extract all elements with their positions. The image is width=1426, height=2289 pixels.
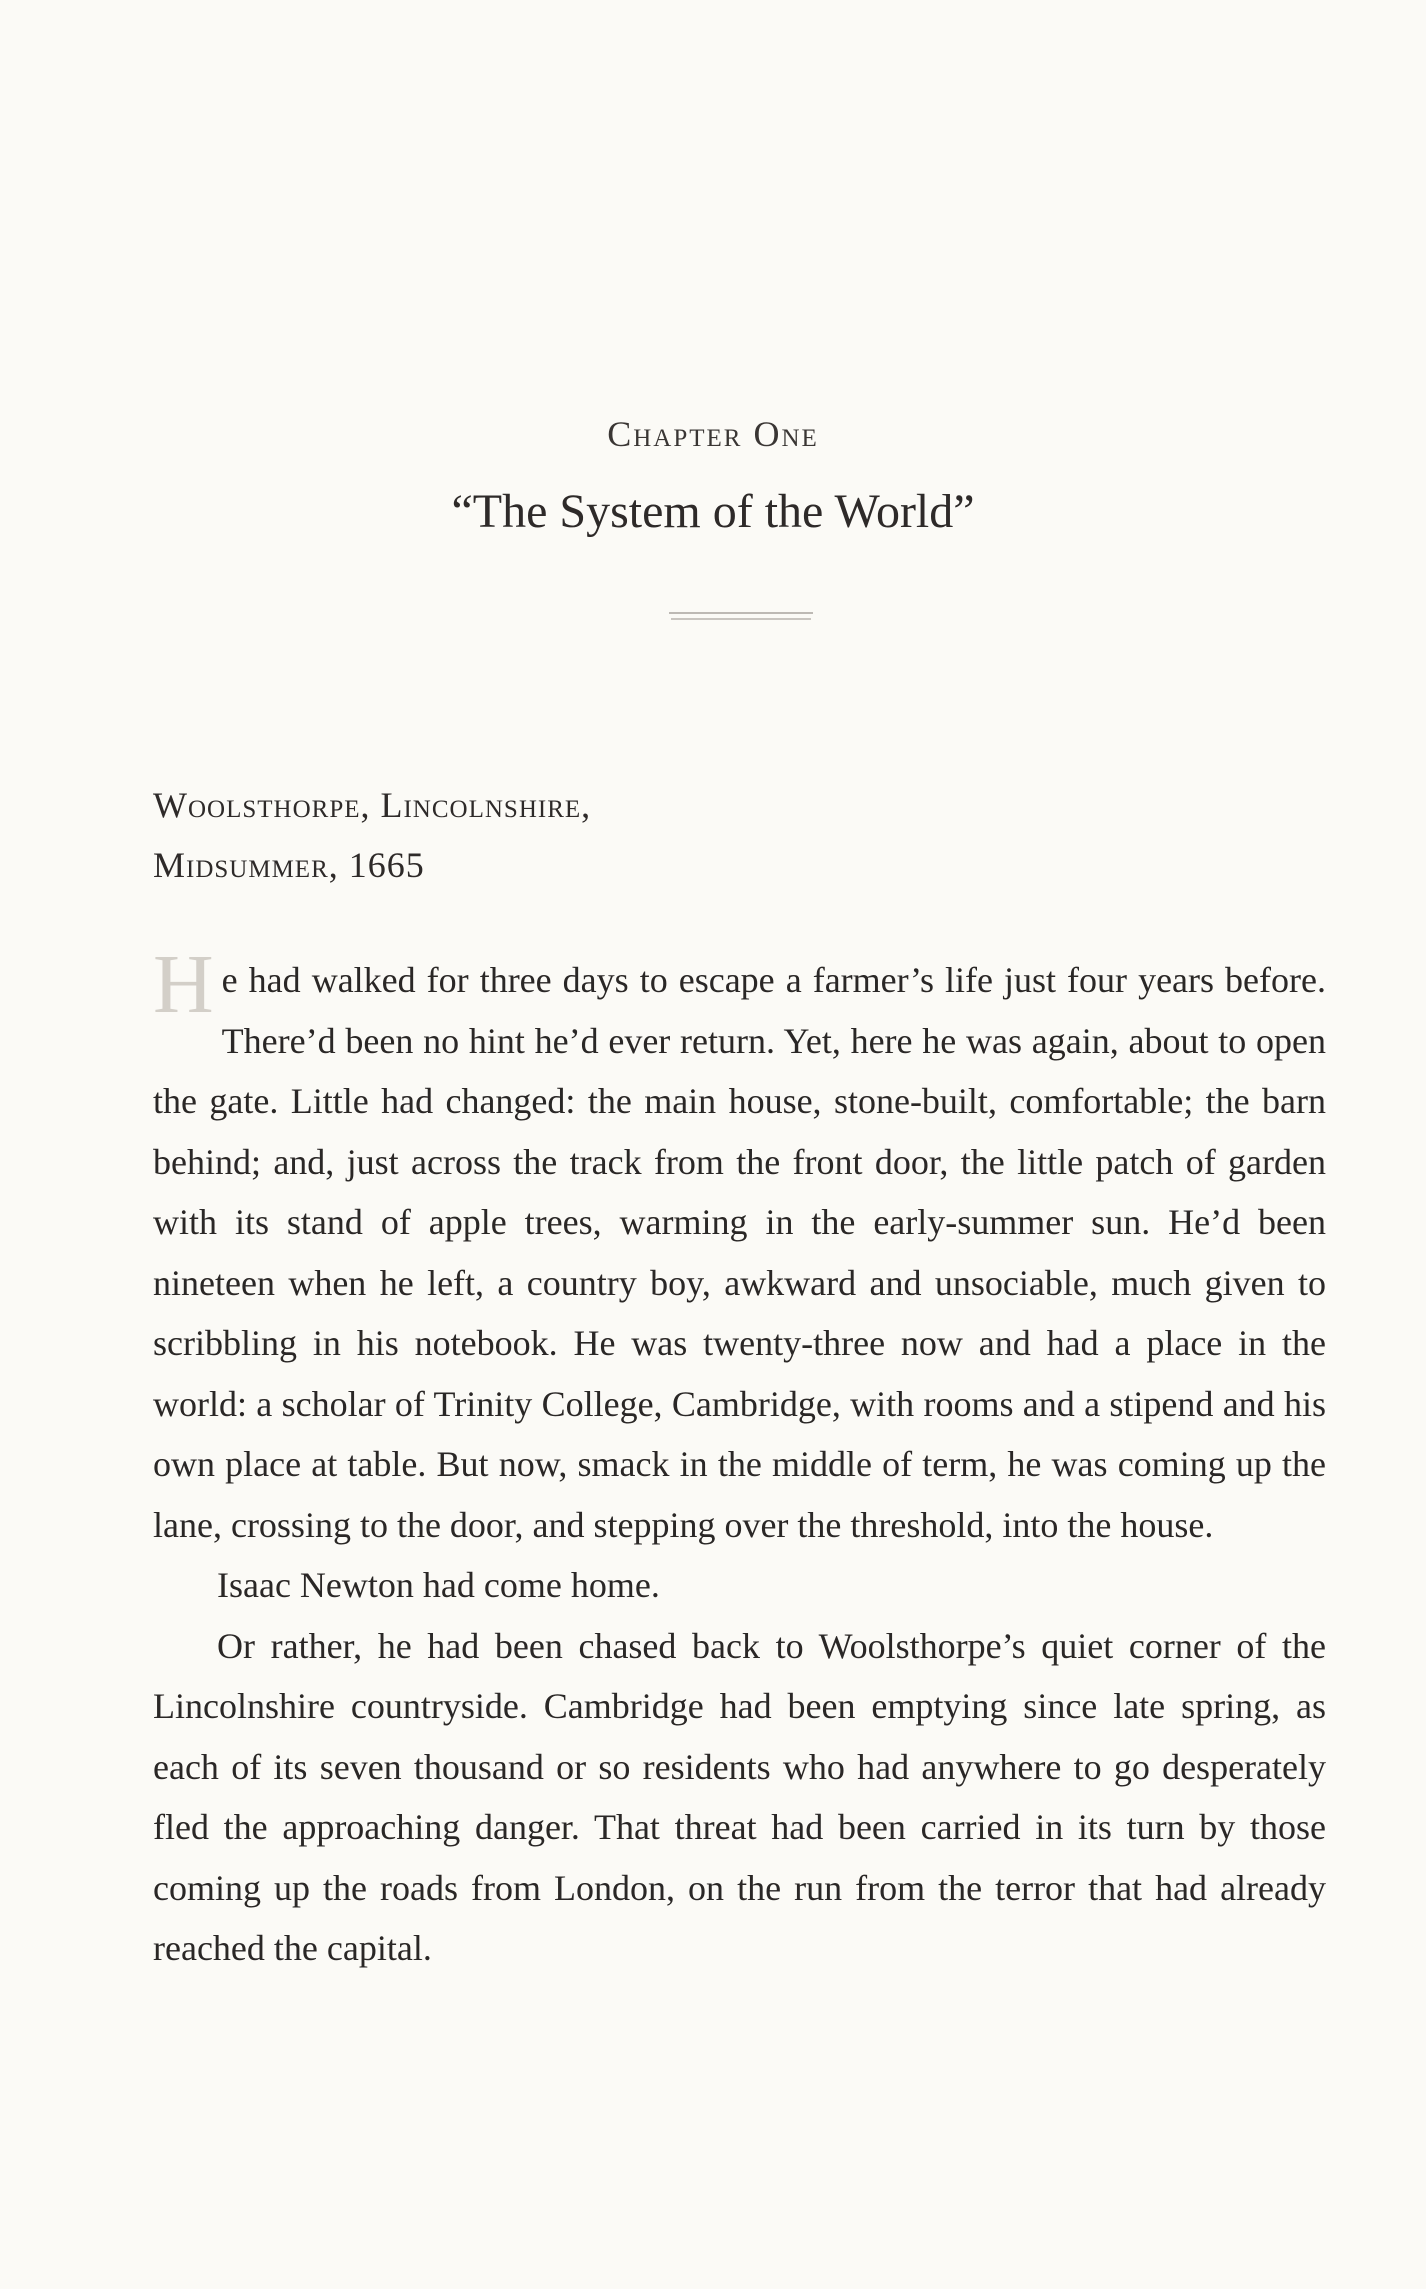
location-heading xyxy=(153,775,591,895)
chapter-label: Chapter One xyxy=(607,414,819,454)
drop-cap: H xyxy=(153,938,214,1031)
paragraph-1-text: e had walked for three days to escape a farmer’s life just four years before. There’d been no hint he’d ever return. Yet, here he was again, about to open the gate. Little had changed: the main house, stone-built, comfortable; the barn behind; and, just across the track from the front door, the little patch of garden with its stand of apple trees, warming in the early-summer sun. He’d been nineteen when he left, a country boy, awkward and unsociable, much given to scribbling in his notebook. He was twenty-three now and had a place in the world: a scholar of Trinity College, Cambridge, with rooms and a stipend and his own place at table. But now, smack in the middle of term, he was coming up the lane, crossing to the door, and stepping over the threshold, into the house. xyxy=(153,960,1326,1545)
ornament-line-bottom xyxy=(671,618,811,620)
body-text xyxy=(153,938,1326,1979)
location-line-2: Midsummer, 1665 xyxy=(153,845,425,885)
chapter-title: “The System of the World” xyxy=(451,485,975,538)
location-line-1: Woolsthorpe, Lincolnshire, xyxy=(153,785,592,825)
ornament-line-top xyxy=(669,612,813,614)
ornament-rule xyxy=(669,612,813,622)
paragraph-1 xyxy=(153,938,1326,1555)
paragraph-3: Or rather, he had been chased back to Woolsthorpe’s quiet corner of the Lincolnshire countryside. Cambridge had been emptying since late spring, as each of its seven thousand or so residents who had anywhere to go desperately fled the approaching danger. That threat had been carried in its turn by those coming up the roads from London, on the run from the terror that had already reached the capital. xyxy=(153,1625,1326,1968)
paragraph-2: Isaac Newton had come home. xyxy=(217,1565,660,1605)
